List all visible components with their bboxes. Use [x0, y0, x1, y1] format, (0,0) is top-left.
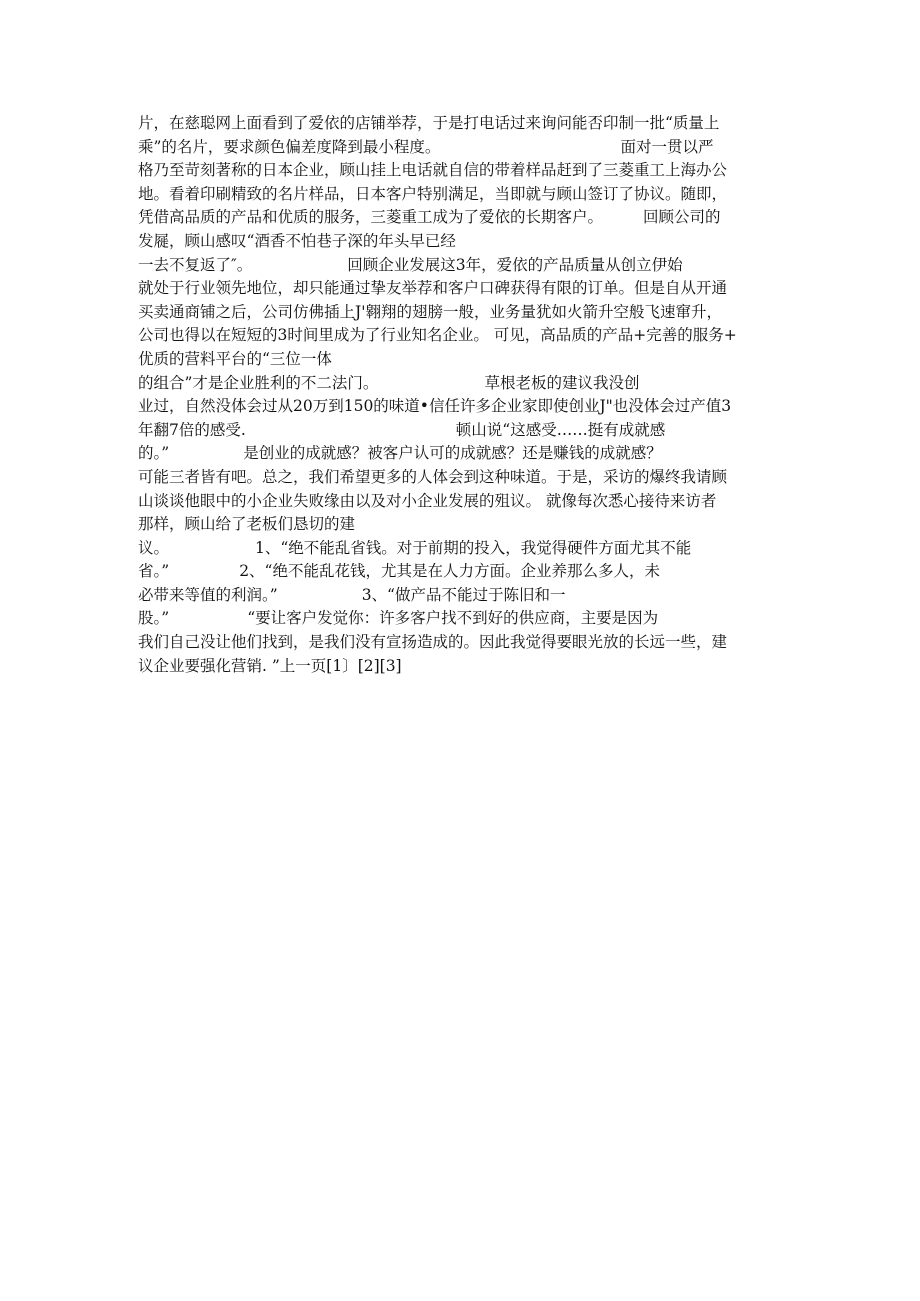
text-segment: 优质的营料平台的“三位一体	[138, 349, 332, 368]
text-line	[138, 230, 788, 254]
text-line	[138, 655, 788, 679]
text-segment: 股。”	[138, 609, 170, 628]
text-segment: 格乃至苛刻著称的日本企业，顾山挂上电话就自信的带着样品赶到了三菱重工上海办公	[138, 161, 728, 180]
text-line	[138, 490, 788, 514]
text-segment: 买卖通商铺之后，公司仿佛插上J'翱翔的翅膀一般，业务量犹如火箭升空般飞速窜升，	[138, 302, 722, 321]
text-line	[138, 159, 788, 183]
text-segment: 1、“绝不能乱省钱。对于前期的投入，我觉得硬件方面尤其不能	[255, 538, 692, 557]
text-line	[138, 136, 788, 160]
text-segment: 我们自己没让他们找到，是我们没有宣扬造成的。因此我觉得要眼光放的长远一些，建	[138, 633, 728, 652]
text-segment: 可能三者皆有吧。总之，我们希望更多的人体会到这种味道。于是，采访的爆终我请顾	[138, 467, 728, 486]
text-line	[138, 419, 788, 443]
text-segment: 的。”	[138, 444, 170, 463]
text-line	[138, 442, 788, 466]
text-segment: 回顾公司的	[643, 208, 721, 227]
text-segment: 就处于行业领先地位，却只能通过挚友举荐和客户口碑获得有限的订单。但是自从开通	[138, 279, 728, 298]
text-line	[138, 513, 788, 537]
text-segment: 一去不复返了″。	[138, 255, 253, 274]
text-line	[138, 631, 788, 655]
text-segment: 议企业要强化营销. ”上一页[1〕[2][3]	[138, 656, 402, 675]
text-line	[138, 112, 788, 136]
text-segment: 业过，自然没体会过从20万到150的味道•信任许多企业家即使创业J"也没体会过产值3	[138, 397, 732, 416]
text-segment: 发屣，顾山感叹“酒香不怕巷子深的年头早已经	[138, 231, 456, 250]
text-segment: 凭借高品质的产品和优质的服务，三菱重工成为了爱依的长期客户。	[138, 208, 604, 227]
text-line	[138, 324, 788, 348]
text-line	[138, 206, 788, 230]
text-segment: 必带来等值的利润。”	[138, 585, 278, 604]
text-line	[138, 395, 788, 419]
text-segment: 的组合”才是企业胜利的不二法门。	[138, 373, 379, 392]
text-line	[138, 607, 788, 631]
article-body	[138, 112, 788, 678]
text-line	[138, 277, 788, 301]
text-segment: 议。	[138, 538, 170, 557]
text-line	[138, 348, 788, 372]
text-line	[138, 183, 788, 207]
text-segment: “要让客户发觉你：许多客户找不到好的供应商，主要是因为	[247, 609, 659, 628]
text-segment: 年翻7倍的感受.	[138, 420, 246, 439]
text-line	[138, 301, 788, 325]
text-segment: 乘”的名片，要求颜色偏差度降到最小程度。	[138, 137, 441, 156]
text-segment: 3、“做产品不能过于陈旧和一	[361, 585, 566, 604]
text-line	[138, 537, 788, 561]
text-line	[138, 372, 788, 396]
text-segment: 地。看着印刷精致的名片样品，日本客户特别满足，当即就与顾山签订了协议。随即，	[138, 184, 728, 203]
text-line	[138, 584, 788, 608]
text-segment: 片，在慈聪网上面看到了爱依的店铺举荐，于是打电话过来询问能否印制一批“质量上	[138, 114, 720, 132]
text-line	[138, 560, 788, 584]
text-segment: 公司也得以在短短的3时间里成为了行业知名企业。 可见，高品质的产品+完善的服务+	[138, 326, 737, 345]
text-line	[138, 254, 788, 278]
text-segment: 那样，顾山给了老板们恳切的建	[138, 515, 356, 534]
text-segment: 回顾企业发展这3年，爱依的产品质量从创立伊始	[347, 255, 683, 274]
text-segment: 草根老板的建议我没创	[484, 373, 640, 392]
text-segment: 是创业的成就感？被客户认可的成就感？还是赚钱的成就感？	[243, 444, 662, 463]
text-segment: 山谈谈他眼中的小企业失败缘由以及对小企业发展的殂议。 就像每次悉心接待来访者	[138, 491, 717, 510]
text-segment: 面对一贯以严	[620, 137, 714, 156]
text-segment: 2、“绝不能乱花钱，尤其是在人力方面。企业养那么多人，未	[239, 562, 660, 581]
text-line	[138, 466, 788, 490]
text-segment: 顿山说“这感受……挺有成就感	[455, 420, 666, 439]
text-segment: 省。”	[138, 562, 170, 581]
